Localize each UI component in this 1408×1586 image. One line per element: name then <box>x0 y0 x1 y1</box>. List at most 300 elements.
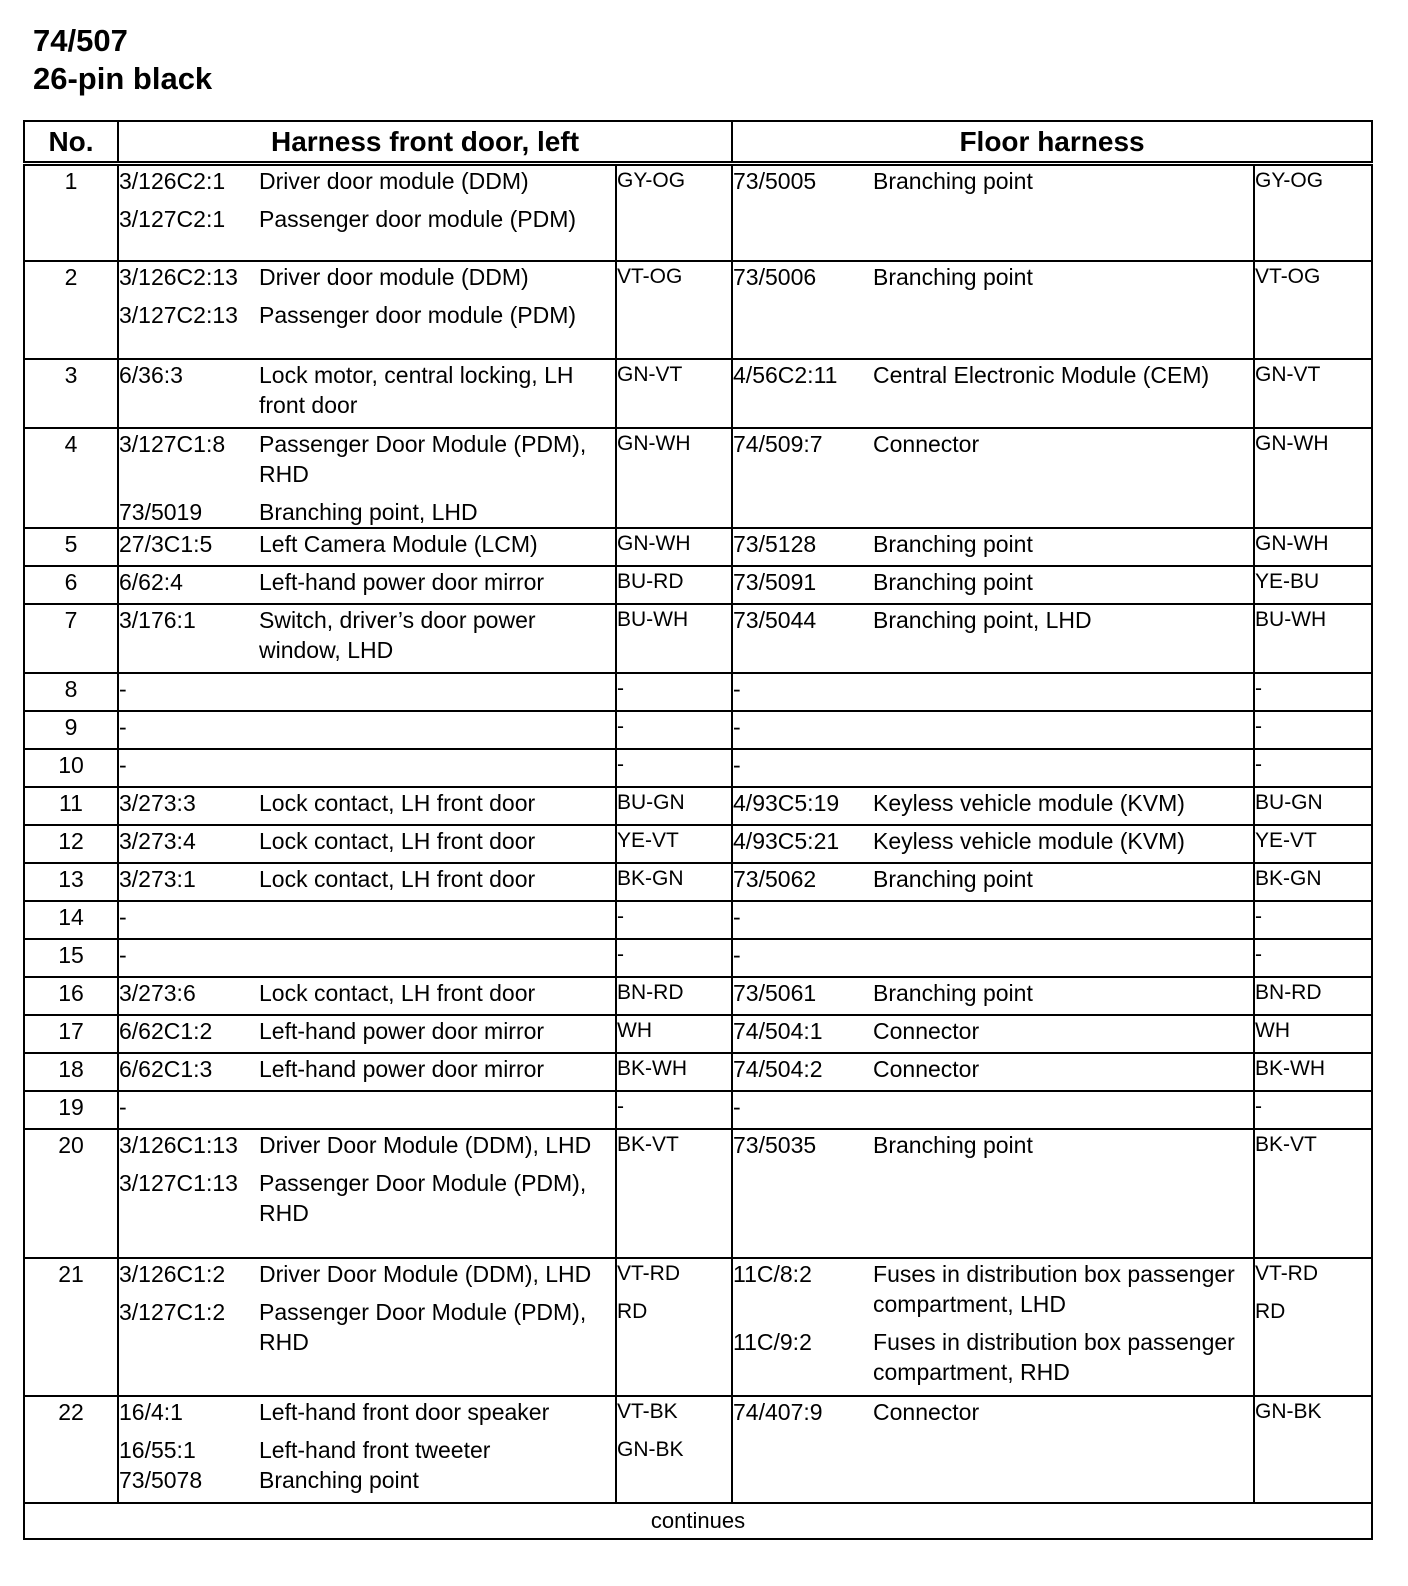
harness-entry <box>733 1327 1253 1387</box>
wire-color: GN-WH <box>617 531 691 555</box>
component-code: 6/62C1:2 <box>119 1017 213 1044</box>
component-code: 6/62C1:3 <box>119 1055 213 1082</box>
harness-entry <box>119 360 615 420</box>
harness-entry <box>119 674 615 704</box>
component-code: - <box>733 941 741 968</box>
component-description: Driver door module (DDM) <box>259 168 529 194</box>
door-harness-cell <box>118 749 616 787</box>
harness-entry <box>119 788 615 818</box>
door-wire-color-cell <box>616 359 732 428</box>
component-description: Left-hand front tweeter <box>259 1436 491 1463</box>
component-code: 4/93C5:19 <box>733 789 840 816</box>
floor-harness-cell <box>732 977 1254 1015</box>
floor-wire-color-cell <box>1254 711 1372 749</box>
pin-number: 13 <box>24 863 118 901</box>
component-code: 73/5091 <box>733 568 817 595</box>
door-wire-color-cell <box>616 1015 732 1053</box>
floor-wire-color-cell <box>1254 1129 1372 1258</box>
harness-entry <box>733 1259 1253 1319</box>
pin-number: 9 <box>24 711 118 749</box>
component-description: Branching point <box>873 263 1033 290</box>
harness-entry <box>119 826 615 856</box>
door-harness-cell <box>118 1091 616 1129</box>
floor-harness-cell <box>732 261 1254 359</box>
component-description: Branching point <box>873 979 1033 1006</box>
component-code: 73/5128 <box>733 530 817 557</box>
component-code: - <box>119 1093 127 1120</box>
harness-entry <box>119 1397 615 1427</box>
component-description: Keyless vehicle module (KVM) <box>873 789 1185 816</box>
component-code: 3/273:6 <box>119 979 196 1006</box>
wire-color: - <box>1255 714 1263 738</box>
component-code: 4/56C2:11 <box>733 361 838 388</box>
harness-entry <box>119 1054 615 1084</box>
harness-entry <box>733 864 1253 894</box>
harness-entry <box>733 567 1253 597</box>
component-description: Left-hand power door mirror <box>259 568 545 595</box>
floor-wire-color-cell <box>1254 1091 1372 1129</box>
pin-number: 12 <box>24 825 118 863</box>
pin-number: 18 <box>24 1053 118 1091</box>
floor-wire-color-cell <box>1254 1396 1372 1503</box>
wire-color: GN-WH <box>1255 431 1329 455</box>
harness-entry <box>119 567 615 597</box>
component-description <box>259 940 615 970</box>
door-harness-cell <box>118 787 616 825</box>
component-description: Driver door module (DDM) <box>259 263 529 290</box>
component-code: - <box>119 751 127 778</box>
pin-number: 22 <box>24 1396 118 1503</box>
component-code: 16/4:1 <box>119 1398 183 1425</box>
table-row <box>24 1015 1372 1053</box>
pin-number: 5 <box>24 528 118 566</box>
wire-color: BK-VT <box>1255 1132 1317 1156</box>
door-harness-cell <box>118 901 616 939</box>
harness-entry <box>733 674 1253 704</box>
door-harness-cell <box>118 261 616 359</box>
harness-entry <box>119 1435 615 1465</box>
wire-color: - <box>617 752 624 776</box>
harness-entry <box>733 1397 1253 1427</box>
table-row <box>24 901 1372 939</box>
door-harness-cell <box>118 604 616 673</box>
floor-wire-color-cell <box>1254 528 1372 566</box>
pin-number: 14 <box>24 901 118 939</box>
floor-harness-cell <box>732 1396 1254 1503</box>
table-footer-row <box>24 1503 1372 1539</box>
component-code: 6/62:4 <box>119 568 183 595</box>
floor-harness-cell <box>732 673 1254 711</box>
component-description: Lock motor, central locking, LH front door <box>259 361 574 418</box>
harness-entry <box>733 1016 1253 1046</box>
harness-entry <box>733 429 1253 459</box>
door-harness-cell <box>118 863 616 901</box>
harness-entry <box>119 1297 615 1357</box>
harness-entry <box>119 497 615 527</box>
component-code: 73/5061 <box>733 979 817 1006</box>
floor-harness-cell <box>732 1053 1254 1091</box>
component-code: 3/127C1:2 <box>119 1298 226 1325</box>
wire-color: RD <box>617 1299 648 1323</box>
floor-harness-cell <box>732 359 1254 428</box>
connector-id: 74/507 <box>33 23 128 58</box>
harness-entry <box>119 712 615 742</box>
floor-harness-cell <box>732 901 1254 939</box>
harness-entry <box>119 1168 615 1228</box>
floor-wire-color-cell <box>1254 863 1372 901</box>
door-wire-color-cell <box>616 939 732 977</box>
door-wire-color-cell <box>616 1258 732 1396</box>
component-description <box>873 750 1253 780</box>
pinout-table <box>23 120 1373 1540</box>
door-wire-color-cell <box>616 261 732 359</box>
component-code: 73/5006 <box>733 263 817 290</box>
harness-entry <box>119 262 615 292</box>
harness-entry <box>733 902 1253 932</box>
pin-number: 15 <box>24 939 118 977</box>
table-header-row <box>24 121 1372 164</box>
component-description <box>259 712 615 742</box>
component-code: 3/273:3 <box>119 789 196 816</box>
pin-number: 10 <box>24 749 118 787</box>
pin-number: 7 <box>24 604 118 673</box>
door-wire-color-cell <box>616 825 732 863</box>
door-wire-color-cell <box>616 1091 732 1129</box>
floor-wire-color-cell <box>1254 261 1372 359</box>
door-wire-color-cell <box>616 787 732 825</box>
component-description <box>873 712 1253 742</box>
component-code: 3/126C2:13 <box>119 263 238 290</box>
table-row <box>24 164 1372 261</box>
component-code: 11C/8:2 <box>733 1260 812 1287</box>
wire-color: BU-GN <box>617 790 685 814</box>
component-code: 3/127C2:1 <box>119 206 226 232</box>
component-code: 74/504:2 <box>733 1055 823 1082</box>
wire-color: GN-BK <box>1255 1399 1322 1423</box>
table-row <box>24 673 1372 711</box>
door-harness-cell <box>118 1396 616 1503</box>
door-harness-cell <box>118 428 616 528</box>
wire-color: VT-OG <box>617 264 683 288</box>
component-description: Branching point <box>259 1466 419 1493</box>
wire-color: BN-RD <box>1255 980 1322 1004</box>
wire-color: - <box>617 942 624 966</box>
wire-color: BK-VT <box>617 1132 679 1156</box>
component-description <box>259 1092 615 1122</box>
floor-wire-color-cell <box>1254 787 1372 825</box>
door-wire-color-cell <box>616 428 732 528</box>
door-harness-cell <box>118 1129 616 1258</box>
component-description: Keyless vehicle module (KVM) <box>873 827 1185 854</box>
table-row <box>24 711 1372 749</box>
component-code: - <box>119 903 127 930</box>
wire-color: - <box>1255 752 1263 776</box>
floor-wire-color-cell <box>1254 901 1372 939</box>
component-description <box>873 674 1253 704</box>
floor-wire-color-cell <box>1254 977 1372 1015</box>
table-row <box>24 428 1372 528</box>
component-code: 73/5078 <box>119 1466 203 1493</box>
harness-entry <box>733 1054 1253 1084</box>
floor-harness-cell <box>732 863 1254 901</box>
harness-entry <box>733 360 1253 390</box>
wire-color: BU-WH <box>1255 607 1327 631</box>
table-row <box>24 1091 1372 1129</box>
pin-number: 20 <box>24 1129 118 1258</box>
harness-entry <box>119 300 615 330</box>
door-wire-color-cell <box>616 1053 732 1091</box>
wire-color: - <box>617 904 624 928</box>
component-description: Lock contact, LH front door <box>259 789 536 816</box>
harness-entry <box>733 605 1253 635</box>
wire-color: BN-RD <box>617 980 684 1004</box>
wire-color: VT-BK <box>617 1399 678 1423</box>
harness-entry <box>119 1092 615 1122</box>
floor-harness-cell <box>732 566 1254 604</box>
wire-color: WH <box>617 1018 652 1042</box>
wire-color: BK-WH <box>617 1056 687 1080</box>
harness-entry <box>119 1465 615 1495</box>
component-description: Branching point, LHD <box>873 606 1092 633</box>
floor-harness-cell <box>732 428 1254 528</box>
door-harness-cell <box>118 977 616 1015</box>
component-code: - <box>119 713 127 740</box>
component-code: 27/3C1:5 <box>119 530 213 557</box>
component-code: 3/176:1 <box>119 606 196 633</box>
component-code: 4/93C5:21 <box>733 827 840 854</box>
continues-note: continues <box>24 1503 1372 1539</box>
floor-harness-cell <box>732 749 1254 787</box>
harness-entry <box>733 1092 1253 1122</box>
table-row <box>24 1258 1372 1396</box>
floor-wire-color-cell <box>1254 1015 1372 1053</box>
table-row <box>24 749 1372 787</box>
door-wire-color-cell <box>616 1129 732 1258</box>
door-harness-cell <box>118 359 616 428</box>
wire-color: YE-BU <box>1255 569 1320 593</box>
table-row <box>24 1129 1372 1258</box>
floor-harness-cell <box>732 1091 1254 1129</box>
table-row <box>24 359 1372 428</box>
harness-entry <box>733 750 1253 780</box>
harness-entry <box>733 788 1253 818</box>
component-code: 3/273:1 <box>119 865 196 892</box>
door-harness-cell <box>118 711 616 749</box>
wire-color: VT-RD <box>1255 1261 1319 1285</box>
harness-entry <box>119 605 615 665</box>
wire-color: GN-BK <box>617 1437 684 1461</box>
component-description: Left-hand front door speaker <box>259 1398 550 1425</box>
floor-wire-color-cell <box>1254 428 1372 528</box>
component-description: Fuses in distribution box passenger compartment, RHD <box>873 1328 1235 1385</box>
component-code: 11C/9:2 <box>733 1328 812 1355</box>
table-row <box>24 863 1372 901</box>
wire-color: GN-VT <box>617 362 683 386</box>
component-description: Branching point <box>873 1131 1033 1158</box>
table-row <box>24 977 1372 1015</box>
harness-entry <box>119 1016 615 1046</box>
wire-color: BU-WH <box>617 607 689 631</box>
component-description: Branching point <box>873 865 1033 892</box>
harness-entry <box>119 166 615 196</box>
floor-wire-color-cell <box>1254 749 1372 787</box>
component-code: 73/5044 <box>733 606 817 633</box>
component-description: Passenger Door Module (PDM), RHD <box>259 430 587 487</box>
component-description: Passenger Door Module (PDM), RHD <box>259 1169 587 1226</box>
harness-entry <box>733 262 1253 292</box>
wire-color: BK-WH <box>1255 1056 1326 1080</box>
component-code: 3/127C1:8 <box>119 430 226 457</box>
header-floor-harness: Floor harness <box>732 121 1372 164</box>
component-code: 73/5062 <box>733 865 817 892</box>
component-description: Connector <box>873 1017 980 1044</box>
wire-color: RD <box>1255 1299 1286 1323</box>
component-code: 3/127C1:13 <box>119 1169 238 1196</box>
floor-harness-cell <box>732 939 1254 977</box>
component-description <box>873 902 1253 932</box>
table-row <box>24 604 1372 673</box>
door-harness-cell <box>118 825 616 863</box>
component-code: 3/127C2:13 <box>119 301 238 328</box>
component-description: Lock contact, LH front door <box>259 979 536 1006</box>
floor-wire-color-cell <box>1254 673 1372 711</box>
floor-harness-cell <box>732 787 1254 825</box>
harness-entry <box>733 978 1253 1008</box>
wire-color: GY-OG <box>617 169 686 192</box>
door-harness-cell <box>118 1053 616 1091</box>
table-row <box>24 787 1372 825</box>
connector-description: 26-pin black <box>33 61 213 96</box>
component-code: 16/55:1 <box>119 1436 196 1463</box>
wire-color: YE-VT <box>1255 828 1317 852</box>
harness-entry <box>119 1259 615 1289</box>
component-code: 73/5019 <box>119 498 203 525</box>
floor-harness-cell <box>732 528 1254 566</box>
component-description <box>259 750 615 780</box>
component-description: Passenger door module (PDM) <box>259 206 577 232</box>
component-code: - <box>733 903 741 930</box>
door-wire-color-cell <box>616 977 732 1015</box>
table-row <box>24 939 1372 977</box>
floor-wire-color-cell <box>1254 939 1372 977</box>
door-harness-cell <box>118 1258 616 1396</box>
door-harness-cell <box>118 528 616 566</box>
component-description: Driver Door Module (DDM), LHD <box>259 1131 592 1158</box>
pin-number: 19 <box>24 1091 118 1129</box>
table-row <box>24 261 1372 359</box>
harness-entry <box>733 712 1253 742</box>
component-description <box>873 940 1253 970</box>
component-code: 74/509:7 <box>733 430 823 457</box>
floor-harness-cell <box>732 1258 1254 1396</box>
component-description: Lock contact, LH front door <box>259 865 536 892</box>
wire-color: BU-RD <box>617 569 684 593</box>
component-description: Passenger Door Module (PDM), RHD <box>259 1298 587 1355</box>
harness-entry <box>119 529 615 559</box>
component-code: 3/273:4 <box>119 827 196 854</box>
harness-entry <box>119 204 615 234</box>
pin-number: 17 <box>24 1015 118 1053</box>
table-row <box>24 1053 1372 1091</box>
door-wire-color-cell <box>616 711 732 749</box>
component-code: - <box>733 675 741 702</box>
door-wire-color-cell <box>616 604 732 673</box>
door-wire-color-cell <box>616 528 732 566</box>
component-code: 74/504:1 <box>733 1017 823 1044</box>
door-wire-color-cell <box>616 863 732 901</box>
component-code: 6/36:3 <box>119 361 183 388</box>
component-code: 3/126C2:1 <box>119 168 226 194</box>
wire-color: GN-VT <box>1255 362 1321 386</box>
pin-number: 21 <box>24 1258 118 1396</box>
table-row <box>24 566 1372 604</box>
floor-harness-cell <box>732 1129 1254 1258</box>
table-row <box>24 1396 1372 1503</box>
wire-color: GY-OG <box>1255 169 1324 192</box>
component-code: - <box>733 751 741 778</box>
component-description <box>873 1092 1253 1122</box>
header-no: No. <box>24 121 118 164</box>
component-code: - <box>733 713 741 740</box>
component-description: Left Camera Module (LCM) <box>259 530 538 557</box>
component-code: - <box>733 1093 741 1120</box>
floor-harness-cell <box>732 604 1254 673</box>
door-harness-cell <box>118 939 616 977</box>
harness-entry <box>119 750 615 780</box>
wire-color: - <box>1255 904 1263 928</box>
component-code: - <box>119 675 127 702</box>
wire-color: - <box>617 676 624 700</box>
pin-number: 11 <box>24 787 118 825</box>
harness-entry <box>119 902 615 932</box>
harness-entry <box>733 1130 1253 1160</box>
door-wire-color-cell <box>616 673 732 711</box>
floor-harness-cell <box>732 164 1254 261</box>
harness-entry <box>119 864 615 894</box>
component-description <box>259 674 615 704</box>
wire-color: GN-WH <box>617 431 691 455</box>
component-description: Connector <box>873 1398 980 1425</box>
component-description: Lock contact, LH front door <box>259 827 536 854</box>
wire-color: - <box>617 714 624 738</box>
component-description <box>259 902 615 932</box>
wire-color: BK-GN <box>1255 866 1322 890</box>
pin-number: 3 <box>24 359 118 428</box>
header-harness-front-door-left: Harness front door, left <box>118 121 732 164</box>
component-description: Driver Door Module (DDM), LHD <box>259 1260 592 1287</box>
door-wire-color-cell <box>616 749 732 787</box>
wire-color: - <box>1255 676 1263 700</box>
wire-color: WH <box>1255 1018 1291 1042</box>
pin-number: 8 <box>24 673 118 711</box>
component-description: Central Electronic Module (CEM) <box>873 361 1210 388</box>
harness-entry <box>733 826 1253 856</box>
component-code: - <box>119 941 127 968</box>
wire-color: VT-OG <box>1255 264 1321 288</box>
component-code: 74/407:9 <box>733 1398 823 1425</box>
component-description: Branching point <box>873 530 1033 557</box>
component-description: Left-hand power door mirror <box>259 1055 545 1082</box>
wire-color: YE-VT <box>617 828 679 852</box>
floor-wire-color-cell <box>1254 359 1372 428</box>
door-wire-color-cell <box>616 901 732 939</box>
component-code: 3/126C1:13 <box>119 1131 238 1158</box>
wire-color: BU-GN <box>1255 790 1323 814</box>
floor-wire-color-cell <box>1254 566 1372 604</box>
wire-color: - <box>1255 942 1263 966</box>
component-code: 3/126C1:2 <box>119 1260 226 1287</box>
component-code: 73/5005 <box>733 168 817 194</box>
